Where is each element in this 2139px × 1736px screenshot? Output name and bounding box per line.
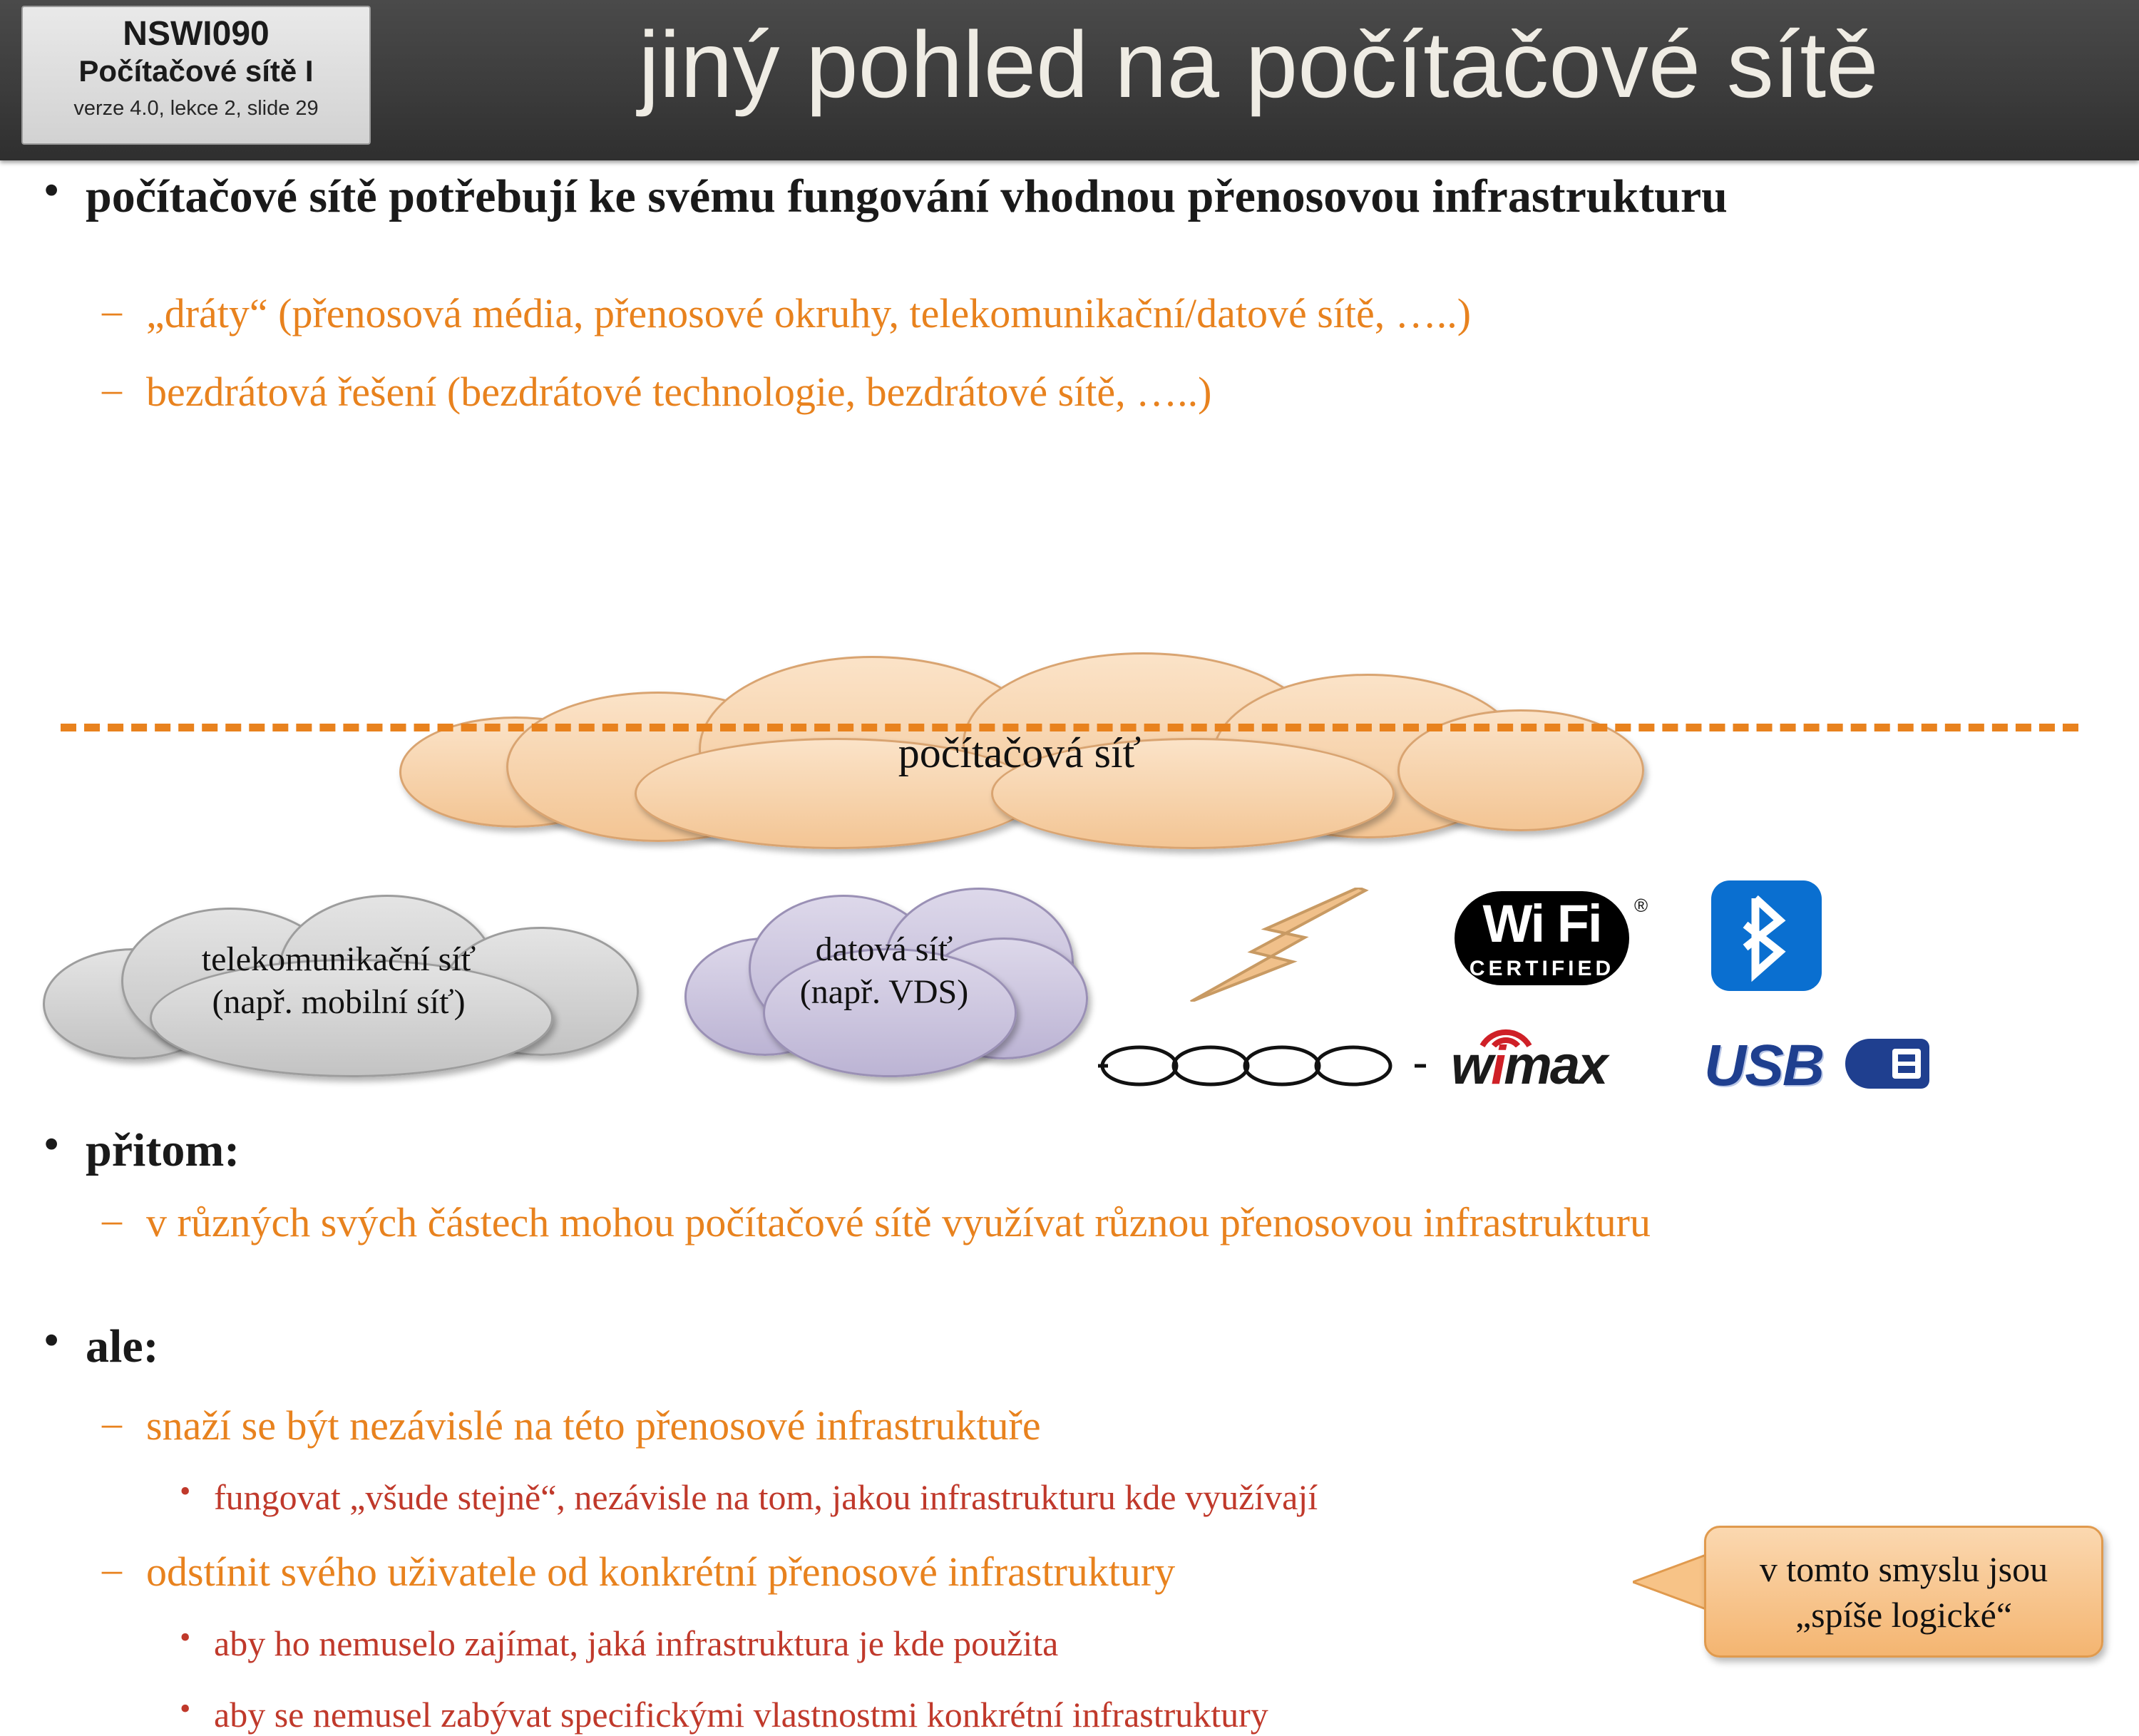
course-code: NSWI090 (123, 15, 270, 53)
dash-glyph: – (102, 1198, 122, 1242)
slide-header (0, 0, 2139, 160)
bullet-level2-various-parts (102, 1198, 1971, 1248)
bullet-level3-same-everywhere (180, 1474, 1747, 1519)
dash-glyph: – (102, 367, 122, 411)
bullet-glyph: • (44, 167, 59, 213)
bullet-level3-text: fungovat „všude stejně“, nezávisle na tom, jakou infrastrukturu kde využívají (214, 1477, 1318, 1517)
usb-plug-icon (1845, 1039, 1929, 1089)
bullet-level2-wireless (102, 367, 2071, 417)
dash-glyph: – (102, 289, 122, 333)
bullet-level2-wires (102, 289, 2071, 339)
lightning-bolt-icon (1123, 888, 1401, 1002)
usb-wordmark: USB (1704, 1033, 1824, 1098)
bullet-level2-shield-user (102, 1547, 1679, 1597)
usb-plug-detail (1892, 1049, 1921, 1079)
registered-trademark-icon: ® (1634, 895, 1648, 916)
bullet-level1-text: přitom: (86, 1124, 240, 1176)
cloud-label-telecom-line2: (např. mobilní síť) (212, 983, 466, 1021)
bullet-glyph: • (44, 1317, 59, 1363)
course-badge (21, 6, 371, 145)
slide-body (0, 160, 2139, 1735)
wimax-logo-icon (1451, 1027, 1643, 1105)
slide-meta: verze 4.0, lekce 2, slide 29 (73, 96, 319, 120)
bullet-glyph: • (180, 1474, 191, 1509)
cloud-label-data-line1: datová síť (815, 930, 953, 968)
bullet-level3-text: aby ho nemuselo zajímat, jaká infrastruktura je kde použita (214, 1623, 1059, 1663)
wimax-text-pre: w (1451, 1035, 1492, 1096)
callout-line2: „spíše logické“ (1795, 1595, 2013, 1635)
dash-glyph: – (102, 1401, 122, 1445)
cloud-label-telecom-line1: telekomunikační síť (201, 940, 476, 978)
bullet-level1-infrastructure (44, 167, 2053, 225)
bullet-level2-text: odstínit svého uživatele od konkrétní přenosové infrastruktury (146, 1548, 1176, 1595)
bullet-level1-text: ale: (86, 1320, 159, 1372)
cloud-telecom-network (43, 895, 635, 1080)
cloud-data-network (684, 888, 1084, 1080)
dash-glyph: – (102, 1547, 122, 1591)
twisted-pair-cable-icon (1098, 1037, 1426, 1094)
bullet-glyph: • (180, 1691, 191, 1726)
wimax-text-i: i (1491, 1035, 1504, 1096)
bullet-level3-text: aby se nemusel zabývat specifickými vlastnostmi konkrétní infrastruktury (214, 1695, 1268, 1735)
cloud-label-data-line2: (např. VDS) (799, 973, 969, 1011)
callout-tail (1633, 1549, 1711, 1615)
bullet-level1-but (44, 1317, 941, 1375)
wifi-logo-icon (1455, 891, 1629, 985)
page-title: jiný pohled na počítačové sítě (638, 12, 1879, 117)
bullet-level3-no-interest (180, 1620, 1711, 1665)
bullet-level2-independence (102, 1401, 1929, 1451)
wimax-text-post: max (1504, 1035, 1606, 1096)
bullet-level2-text: v různých svých částech mohou počítačové sítě využívat různou přenosovou infrastrukturu (146, 1199, 1651, 1245)
bullet-level3-no-specifics (180, 1691, 1818, 1736)
cloud-label-computer-network: počítačová síť (898, 729, 1142, 776)
callout-line1: v tomto smyslu jsou (1759, 1549, 2048, 1589)
bullet-level2-text: bezdrátová řešení (bezdrátové technologie, bezdrátové sítě, …..) (146, 369, 1212, 415)
callout-logical-note (1704, 1526, 2103, 1658)
bullet-glyph: • (44, 1121, 59, 1167)
bluetooth-icon (1711, 880, 1822, 991)
wifi-wordmark: Wi Fi (1482, 894, 1601, 953)
cloud-computer-network (399, 652, 1640, 845)
course-name: Počítačové sítě I (78, 54, 314, 88)
bullet-glyph: • (180, 1620, 191, 1655)
bullet-level2-text: „dráty“ (přenosová média, přenosové okruhy, telekomunikační/datové sítě, …..) (146, 290, 1472, 337)
bullet-level1-text: počítačové sítě potřebují ke svému fungování vhodnou přenosovou infrastrukturu (86, 170, 1728, 222)
bullet-level2-text: snaží se být nezávislé na této přenosové infrastruktuře (146, 1402, 1041, 1449)
wifi-certified-label: CERTIFIED (1469, 957, 1615, 980)
bullet-level1-moreover (44, 1121, 941, 1178)
